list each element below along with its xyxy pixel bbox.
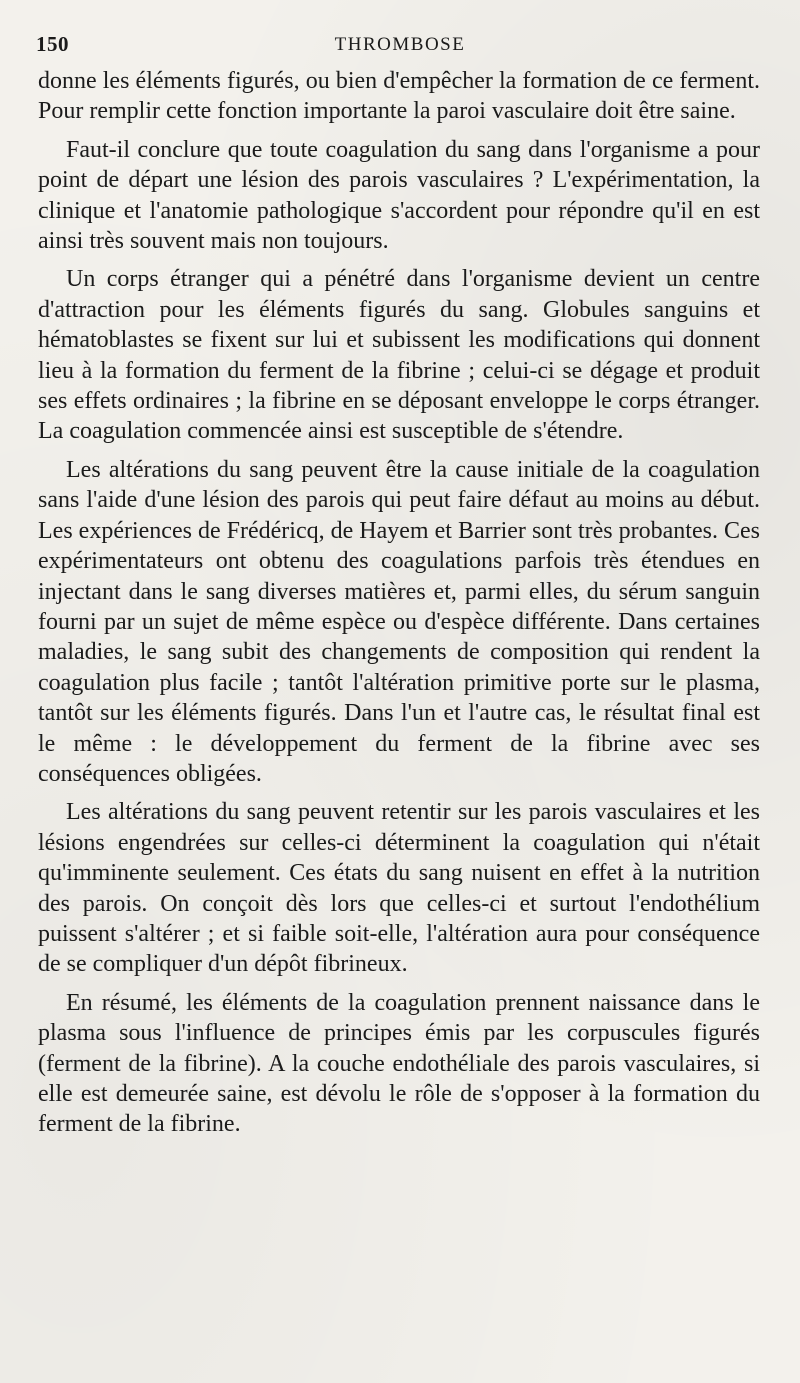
body-text bbox=[38, 66, 760, 1140]
page-header bbox=[36, 30, 764, 60]
running-title: THROMBOSE bbox=[334, 34, 466, 55]
paragraph: En résumé, les éléments de la coagulation prennent naissance dans le plasma sous l'influence de principes émis par les corpuscules figurés (ferment de la fibrine). A la couche endothéliale des parois vasculaires, si elle est demeurée saine, est dévolu le rôle de s'opposer à la formation du ferment de la fibrine. bbox=[38, 989, 760, 1138]
paragraph: Un corps étranger qui a pénétré dans l'organisme devient un centre d'attraction pour les éléments figurés du sang. Globules sanguins et hématoblastes se fixent sur lui et subissent les modifications qui donnent lieu à la formation du ferment de la fibrine ; celui-ci se dégage et produit ses effets ordinaires ; la fibrine en se déposant enveloppe le corps étranger. La coagulation commencée ainsi est susceptible de s'étendre. bbox=[38, 266, 760, 445]
page-number: 150 bbox=[36, 32, 69, 56]
paragraph: donne les éléments figurés, ou bien d'empêcher la formation de ce ferment. Pour remplir cette fonction importante la paroi vasculaire doit être saine. bbox=[38, 68, 760, 125]
paragraph: Faut-il conclure que toute coagulation du sang dans l'organisme a pour point de départ une lésion des parois vasculaires ? L'expérimentation, la clinique et l'anatomie pathologique s'accordent pour répondre qu'il en est ainsi très souvent mais non toujours. bbox=[38, 136, 760, 255]
paragraph: Les altérations du sang peuvent être la cause initiale de la coagulation sans l'aide d'une lésion des parois qui peut faire défaut au moins au début. Les expériences de Frédéricq, de Hayem et Barrier sont très probantes. Ces expérimentateurs ont obtenu des coagulations parfois très étendues en injectant dans le sang diverses matières et, parmi elles, du sérum sanguin fourni par un sujet de même espèce ou d'espèce différente. Dans certaines maladies, le sang subit des changements de composition qui rendent la coagulation plus facile ; tantôt l'altération primitive porte sur le plasma, tantôt sur les éléments figurés. Dans l'un et l'autre cas, le résultat final est le même : le développement du ferment de la fibrine avec ses conséquences obligées. bbox=[38, 456, 760, 787]
paragraph: Les altérations du sang peuvent retentir sur les parois vasculaires et les lésions engendrées sur celles-ci déterminent la coagulation qui n'était qu'imminente seulement. Ces états du sang nuisent en effet à la nutrition des parois. On conçoit dès lors que celles-ci et surtout l'endothélium puissent s'altérer ; et si faible soit-elle, l'altération aura pour conséquence de se compliquer d'un dépôt fibrineux. bbox=[38, 799, 760, 978]
